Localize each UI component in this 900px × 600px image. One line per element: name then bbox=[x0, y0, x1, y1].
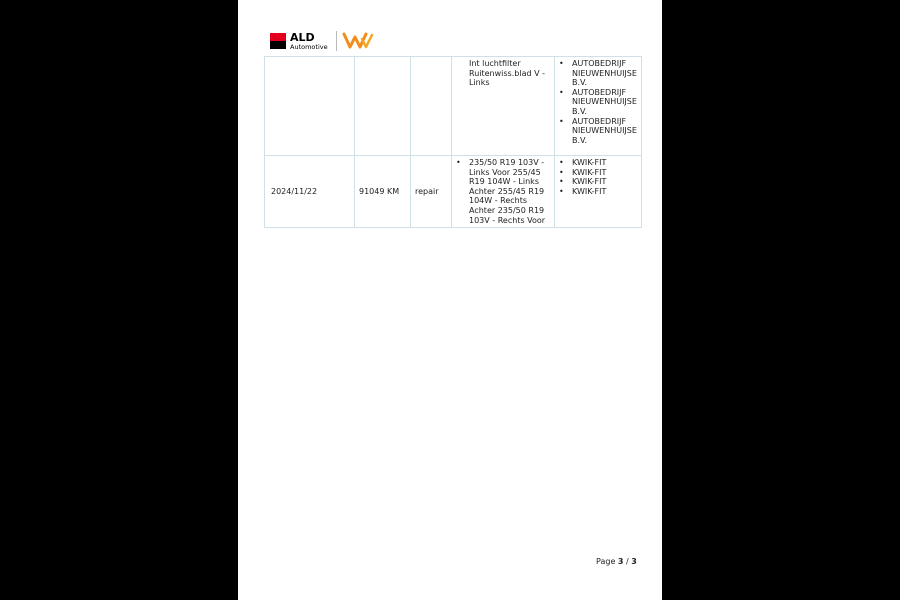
list-item: • KWIK-FIT bbox=[559, 158, 637, 168]
partner-logo-icon bbox=[342, 31, 374, 55]
supplier-cell bbox=[555, 156, 642, 228]
date-cell bbox=[265, 57, 355, 156]
date-cell: 2024/11/22 bbox=[265, 156, 355, 228]
logo-divider bbox=[336, 31, 337, 51]
table-row bbox=[265, 57, 642, 156]
list-item: Int luchtfilter Ruitenwiss.blad V - Links bbox=[469, 59, 545, 88]
ald-logo-text: ALD Automotive bbox=[290, 31, 328, 51]
supplier-cell bbox=[555, 57, 642, 156]
list-item: • KWIK-FIT bbox=[559, 168, 637, 178]
list-item: • AUTOBEDRIJF NIEUWENHUIJSE B.V. bbox=[559, 117, 637, 146]
list-item: • AUTOBEDRIJF NIEUWENHUIJSE B.V. bbox=[559, 88, 637, 117]
list-item: • AUTOBEDRIJF NIEUWENHUIJSE B.V. bbox=[559, 59, 637, 88]
mileage-cell bbox=[355, 57, 411, 156]
type-cell: repair bbox=[411, 156, 452, 228]
mileage-cell: 91049 KM bbox=[355, 156, 411, 228]
list-item: • 235/50 R19 103V - Links Voor 255/45 R19 104W - Links Achter 255/45 R19 104W - Rechts Achter 235/50 R19 103V - Rechts Voor bbox=[456, 158, 550, 225]
list-item: • KWIK-FIT bbox=[559, 187, 637, 197]
table-row bbox=[265, 156, 642, 228]
items-cell bbox=[452, 57, 555, 156]
ald-logo-icon bbox=[270, 33, 286, 49]
maintenance-table bbox=[264, 56, 642, 228]
items-cell bbox=[452, 156, 555, 228]
type-cell bbox=[411, 57, 452, 156]
list-item: • KWIK-FIT bbox=[559, 177, 637, 187]
page-number: Page 3 / 3 bbox=[596, 557, 637, 566]
